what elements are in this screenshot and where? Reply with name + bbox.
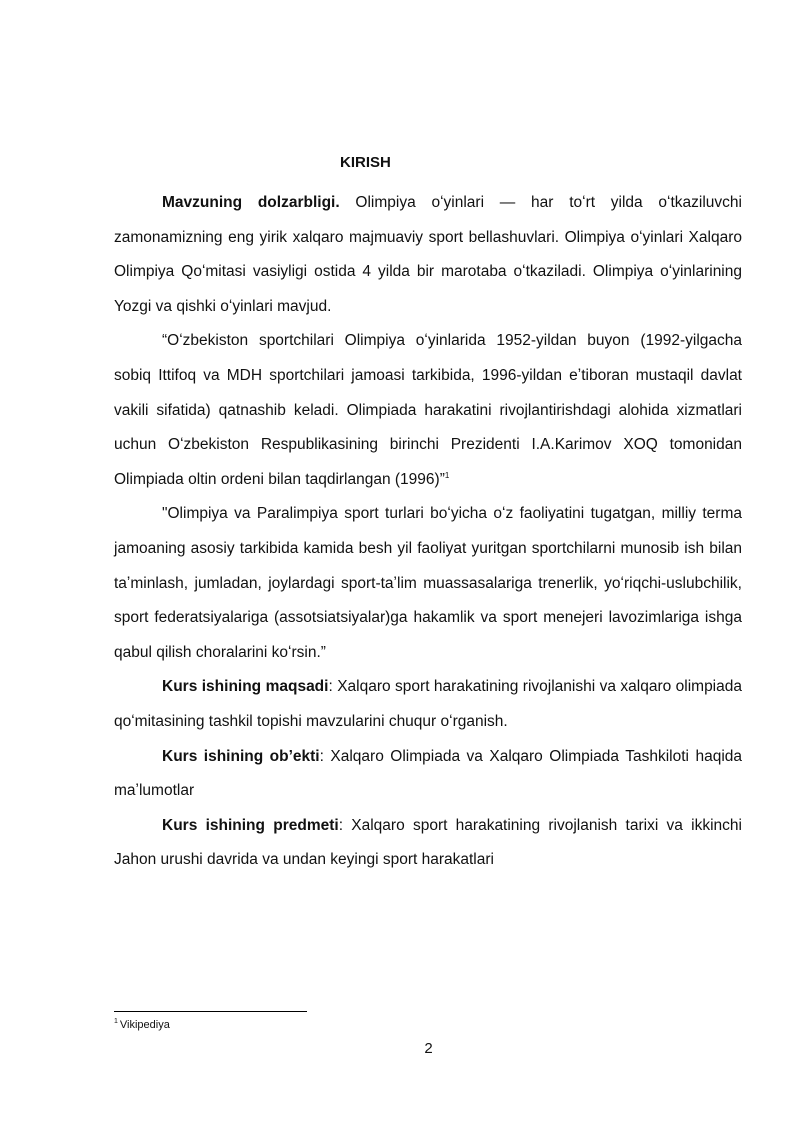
page-title: KIRISH xyxy=(340,154,391,171)
paragraph-quote-paralympic xyxy=(114,497,742,670)
paragraph-subject xyxy=(114,809,742,878)
body-text xyxy=(114,186,742,878)
paragraph-quote-uzbekistan xyxy=(114,324,742,497)
paragraph-goal xyxy=(114,670,742,739)
paragraph-relevance xyxy=(114,186,742,324)
paragraph-lead: Kurs ishining predmeti xyxy=(162,816,339,834)
paragraph-lead: Kurs ishining obʼekti xyxy=(162,747,320,765)
paragraph-text: "Olimpiya va Paralimpiya sport turlari boʻyicha oʻz faoliyatini tugatgan, milliy terma jamoaning asosiy tarkibida kamida besh yil faoliyat yuritgan sportchilarni munosib ish bilan taʼminlash, jumladan, joylardagi sport-taʼlim muassasalariga trenerlik, yoʻriqchi-uslubchilik, sport federatsiyalariga (assotsiatsiyalar)ga hakamlik va sport menejeri lavozimlariga ishga qabul qilish choralarini koʻrsin.” xyxy=(114,505,742,661)
paragraph-text: : Xalqaro Olimpiada va Xalqaro Olimpiada Tashkiloti haqida maʼlumotlar xyxy=(114,747,743,800)
paragraph-text: “Oʻzbekiston sportchilari Olimpiya oʻyinlarida 1952-yildan buyon (1992-yilgacha sobiq Ittifoq va MDH sportchilari jamoasi tarkibida, 1996-yildan eʼtiboran mustaqil davlat vakili sifatida) qatnashib keladi. Olimpiada harakatini rivojlantirishdagi alohida xizmatlari uchun Oʻzbekiston Respublikasining birinchi Prezidenti I.A.Karimov XOQ tomonidan Olimpiada oltin ordeni bilan taqdirlangan (1996)” xyxy=(114,332,742,488)
paragraph-text: Olimpiya oʻyinlari — har toʻrt yilda oʻtkaziluvchi zamonamizning eng yirik xalqaro majmuaviy sport bellashuvlari. Olimpiya oʻyinlari Xalqaro Olimpiya Qoʻmitasi vasiyligi ostida 4 yilda bir marotaba oʻtkaziladi. Olimpiya oʻyinlarining Yozgi va qishki oʻyinlari mavjud. xyxy=(114,194,742,315)
page-number: 2 xyxy=(424,1040,433,1057)
paragraph-text: : Xalqaro sport harakatining rivojlanish tarixi va ikkinchi Jahon urushi davrida va undan keyingi sport harakatlari xyxy=(114,816,742,869)
footnote xyxy=(114,1019,170,1031)
footnote-separator xyxy=(114,1011,307,1012)
footnote-reference[interactable]: 1 xyxy=(444,470,450,480)
footnote-number: 1 xyxy=(114,1018,118,1026)
paragraph-text: : Xalqaro sport harakatining rivojlanishi va xalqaro olimpiada qoʻmitasining tashkil topishi mavzularini chuqur oʻrganish. xyxy=(114,678,742,730)
paragraph-lead: Mavzuning dolzarbligi. xyxy=(162,194,340,211)
footnote-text: Vikipediya xyxy=(119,1019,170,1031)
paragraph-object xyxy=(114,740,742,809)
paragraph-lead: Kurs ishining maqsadi xyxy=(162,678,329,696)
